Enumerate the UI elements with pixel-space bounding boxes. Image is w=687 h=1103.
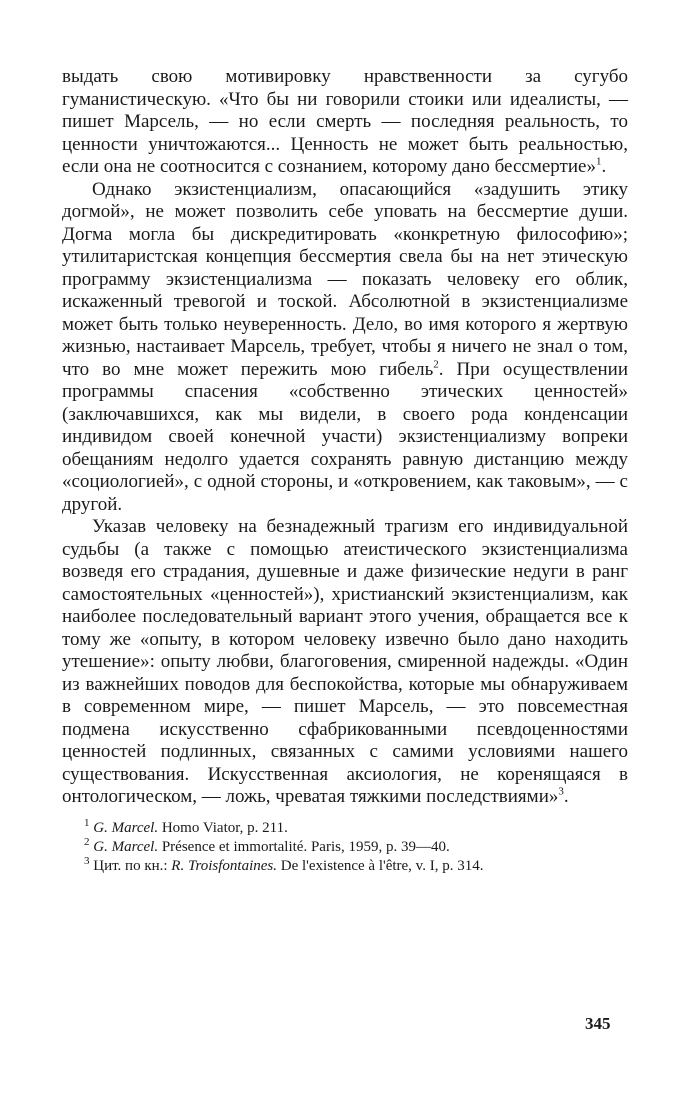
- footnote-ref-2[interactable]: 2: [433, 358, 439, 371]
- footnote-text: Présence et immortalité. Paris, 1959, p. 39—40.: [158, 838, 450, 855]
- page-number: 345: [585, 1014, 611, 1033]
- footnote-number: 3: [84, 854, 90, 867]
- footnote-1: [62, 816, 628, 838]
- paragraph-2-text-b: . При осуществлении программы спасения «собственно этических ценностей» (заключавшихся, как мы видели, в своего рода конденсации индивидом своей конечной участи) экзистенциализму вопреки обещаниям недолго удается сохранять равную дистанцию между «социологией», с одной стороны, и «откровением, как таковым», — с другой.: [62, 358, 628, 515]
- paragraph-3: Указав человеку на безнадежный трагизм его индивидуальной судьбы (а также с помощью атеистического экзистенциализма возведя его страдания, душевные и даже физические недуги в ранг самостоятельных «ценностей»), христианский экзистенциализм, как наиболее последовательный вариант этого учения, обращается все к тому же «опыту, в котором человеку извечно было дано находить утешение»: опыту любви, благоговения, смиренной надежды. «Один из важнейших поводов для беспокойства, которые мы обнаруживаем в современном мире, — пишет Марсель, — это повсеместная подмена искусственно сфабрикованными псевдоценностями ценностей подлинных, связанных с самими условиями нашего существования. Искусственная аксиология, не коренящаяся в онтологическом, — ложь, чреватая тяжкими последствиями»$^3$.: [62, 516, 628, 807]
- footnote-2: [62, 835, 628, 857]
- footnote-text: Homo Viator, p. 211.: [158, 819, 288, 836]
- footnote-3: [62, 854, 628, 876]
- paragraph-1: выдать свою мотивировку нравственности за сугубо гуманистическую. «Что бы ни говорили стоики или идеалисты, — пишет Марсель, — но если смерть — последняя реальность, то ценности уничтожаются... Ценность не может быть реальностью, если она не соотносится с сознанием, которому дано бессмертие»$^1$.: [62, 66, 628, 177]
- footnote-prefix: Цит. по кн.:: [93, 857, 172, 874]
- footnote-text: De l'existence à l'être, v. I, p. 314.: [277, 857, 484, 874]
- footnote-number: 2: [84, 835, 90, 848]
- footnote-ref-1[interactable]: 1: [595, 155, 602, 168]
- footnote-number: 1: [84, 816, 90, 829]
- paragraph-2-text-a: Однако экзистенциализм, опасающийся «задушить этику догмой», не может позволить себе уповать на бессмертие души. Догма могла бы дискредитировать «конкретную философию»; утилитаристская концепция бессмертия свела бы на нет этическую программу экзистенциализма — показать человеку его облик, искаженный тревогой и тоской. Абсолютной в экзистенциализме может быть только неуверенность. Дело, во имя которого я жертвую жизнью, настаивает Марсель, требует, чтобы я ничего не знал о том, что во мне может пережить мою гибель: [62, 178, 628, 380]
- paragraph-2: [62, 179, 628, 517]
- paragraph-1-text: выдать свою мотивировку нравственности за сугубо гуманистическую. «Что бы ни говорили стоики или идеалисты, — пишет Марсель, — но если смерть — последняя реальность, то ценности уничтожаются... Ценность не может быть реальностью, если она не соотносится с сознанием, которому дано бессмертие»: [62, 66, 628, 177]
- footnote-author: G. Marcel.: [93, 819, 159, 836]
- footnotes: [62, 816, 628, 876]
- footnote-author: G. Marcel.: [93, 838, 159, 855]
- footnote-ref-3[interactable]: 3: [558, 785, 564, 798]
- page-content: [62, 66, 628, 876]
- footnote-author: R. Troisfontaines.: [171, 857, 278, 874]
- paragraph-3-text: Указав человеку на безнадежный трагизм его индивидуальной судьбы (а также с помощью атеистического экзистенциализма возведя его страдания, душевные и даже физические недуги в ранг самостоятельных «ценностей»), христианский экзистенциализм, как наиболее последовательный вариант этого учения, обращается все к тому же «опыту, в котором человеку извечно было дано находить утешение»: опыту любви, благоговения, смиренной надежды. «Один из важнейших поводов для беспокойства, которые мы обнаруживаем в современном мире, — пишет Марсель, — это повсеместная подмена искусственно сфабрикованными псевдоценностями ценностей подлинных, связанных с самими условиями нашего существования. Искусственная аксиология, не коренящаяся в онтологическом, — ложь, чреватая тяжкими последствиями»: [62, 516, 628, 807]
